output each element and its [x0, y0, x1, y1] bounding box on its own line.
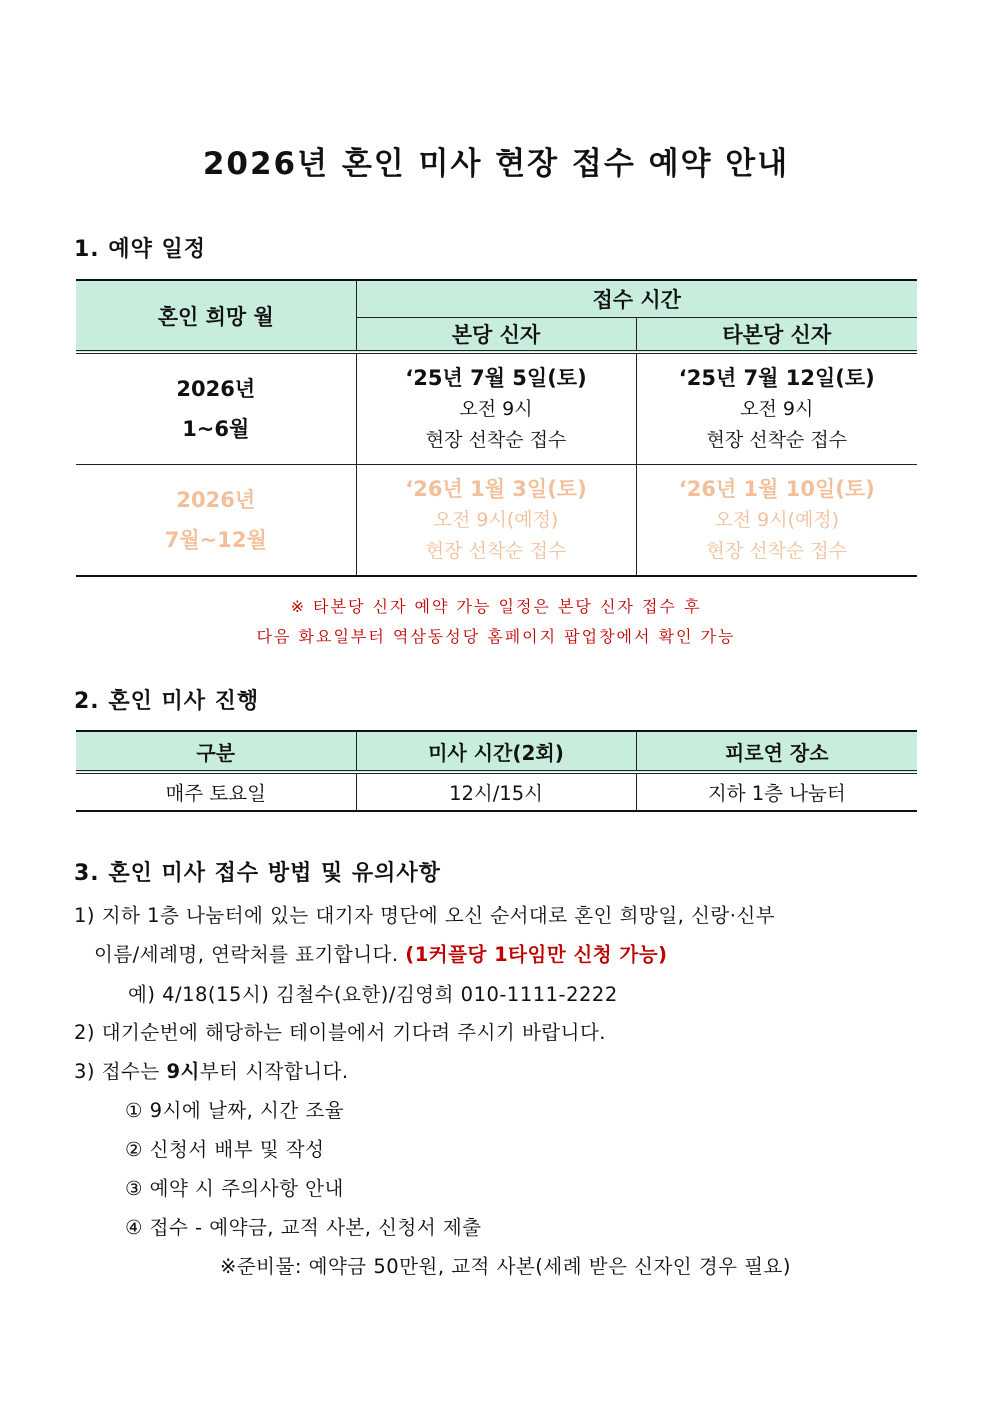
parish-schedule-cell [356, 464, 636, 576]
month-cell [76, 352, 356, 464]
reception-venue-cell: 지하 1층 나눔터 [636, 772, 917, 811]
instruction-3 [74, 1056, 349, 1084]
header-reception-venue: 피로연 장소 [636, 731, 917, 772]
instruction-3-prefix: 3) 접수는 [74, 1060, 167, 1083]
schedule-note-line1: ※ 타본당 신자 예약 가능 일정은 본당 신자 접수 후 [290, 597, 702, 616]
reception-method: 현장 선착순 접수 [706, 539, 848, 562]
month-cell [76, 464, 356, 576]
preparation-note: ※준비물: 예약금 50만원, 교적 사본(세례 받은 신자인 경우 필요) [220, 1255, 791, 1278]
instruction-1-line2 [94, 939, 668, 967]
other-parish-schedule-cell [636, 464, 917, 576]
other-parish-schedule-cell [636, 352, 917, 464]
header-wedding-month: 혼인 희망 월 [76, 280, 356, 352]
reception-time: 오전 9시 [740, 397, 814, 420]
reception-time: 오전 9시 [459, 397, 533, 420]
reception-method: 현장 선착순 접수 [706, 428, 848, 451]
table-row [76, 772, 917, 811]
instruction-3-suffix: 부터 시작합니다. [199, 1060, 349, 1083]
reception-time: 오전 9시(예정) [714, 508, 840, 531]
instruction-2: 2) 대기순번에 해당하는 테이블에서 기다려 주시기 바랍니다. [74, 1021, 606, 1044]
header-other-parish-members: 타본당 신자 [636, 317, 917, 352]
instruction-1-text: 이름/세례명, 연락처를 표기합니다. [94, 943, 399, 966]
header-reception-time: 접수 시간 [356, 280, 917, 317]
reception-date: ‘26년 1월 10일(토) [678, 476, 875, 501]
month-range: 1~6월 [182, 416, 250, 441]
reception-date: ‘25년 7월 12일(토) [678, 365, 875, 390]
mass-time-cell: 12시/15시 [356, 772, 636, 811]
reception-method: 현장 선착순 접수 [425, 539, 567, 562]
month-year: 2026년 [176, 487, 256, 512]
step-4: ④ 접수 - 예약금, 교적 사본, 신청서 제출 [125, 1216, 482, 1239]
wedding-mass-table [76, 730, 917, 812]
table-row [76, 464, 917, 576]
step-2: ② 신청서 배부 및 작성 [125, 1138, 325, 1161]
month-range: 7월~12월 [164, 527, 267, 552]
schedule-note-line2: 다음 화요일부터 역삼동성당 홈페이지 팝업창에서 확인 가능 [256, 627, 736, 646]
category-cell: 매주 토요일 [76, 772, 356, 811]
reception-date: ‘25년 7월 5일(토) [405, 365, 587, 390]
month-year: 2026년 [176, 376, 256, 401]
parish-schedule-cell [356, 352, 636, 464]
header-parish-members: 본당 신자 [356, 317, 636, 352]
page-title: 2026년 혼인 미사 현장 접수 예약 안내 [202, 146, 790, 182]
reception-time: 오전 9시(예정) [433, 508, 559, 531]
header-category: 구분 [76, 731, 356, 772]
example-entry: 예) 4/18(15시) 김철수(요한)/김영희 010-1111-2222 [128, 983, 618, 1006]
instruction-1-line1: 1) 지하 1층 나눔터에 있는 대기자 명단에 오신 순서대로 혼인 희망일, 신랑·신부 [74, 904, 776, 927]
reception-method: 현장 선착순 접수 [425, 428, 567, 451]
step-3: ③ 예약 시 주의사항 안내 [125, 1177, 344, 1200]
one-slot-notice: (1커플당 1타임만 신청 가능) [405, 943, 668, 966]
section3-heading: 3. 혼인 미사 접수 방법 및 유의사항 [74, 861, 441, 886]
header-mass-time: 미사 시간(2회) [356, 731, 636, 772]
reservation-schedule-table [76, 279, 917, 577]
table-row [76, 352, 917, 464]
section2-heading: 2. 혼인 미사 진행 [74, 689, 260, 714]
step-1: ① 9시에 날짜, 시간 조율 [125, 1099, 345, 1122]
start-time: 9시 [166, 1060, 200, 1083]
reception-date: ‘26년 1월 3일(토) [405, 476, 587, 501]
section1-heading: 1. 예약 일정 [74, 237, 206, 262]
